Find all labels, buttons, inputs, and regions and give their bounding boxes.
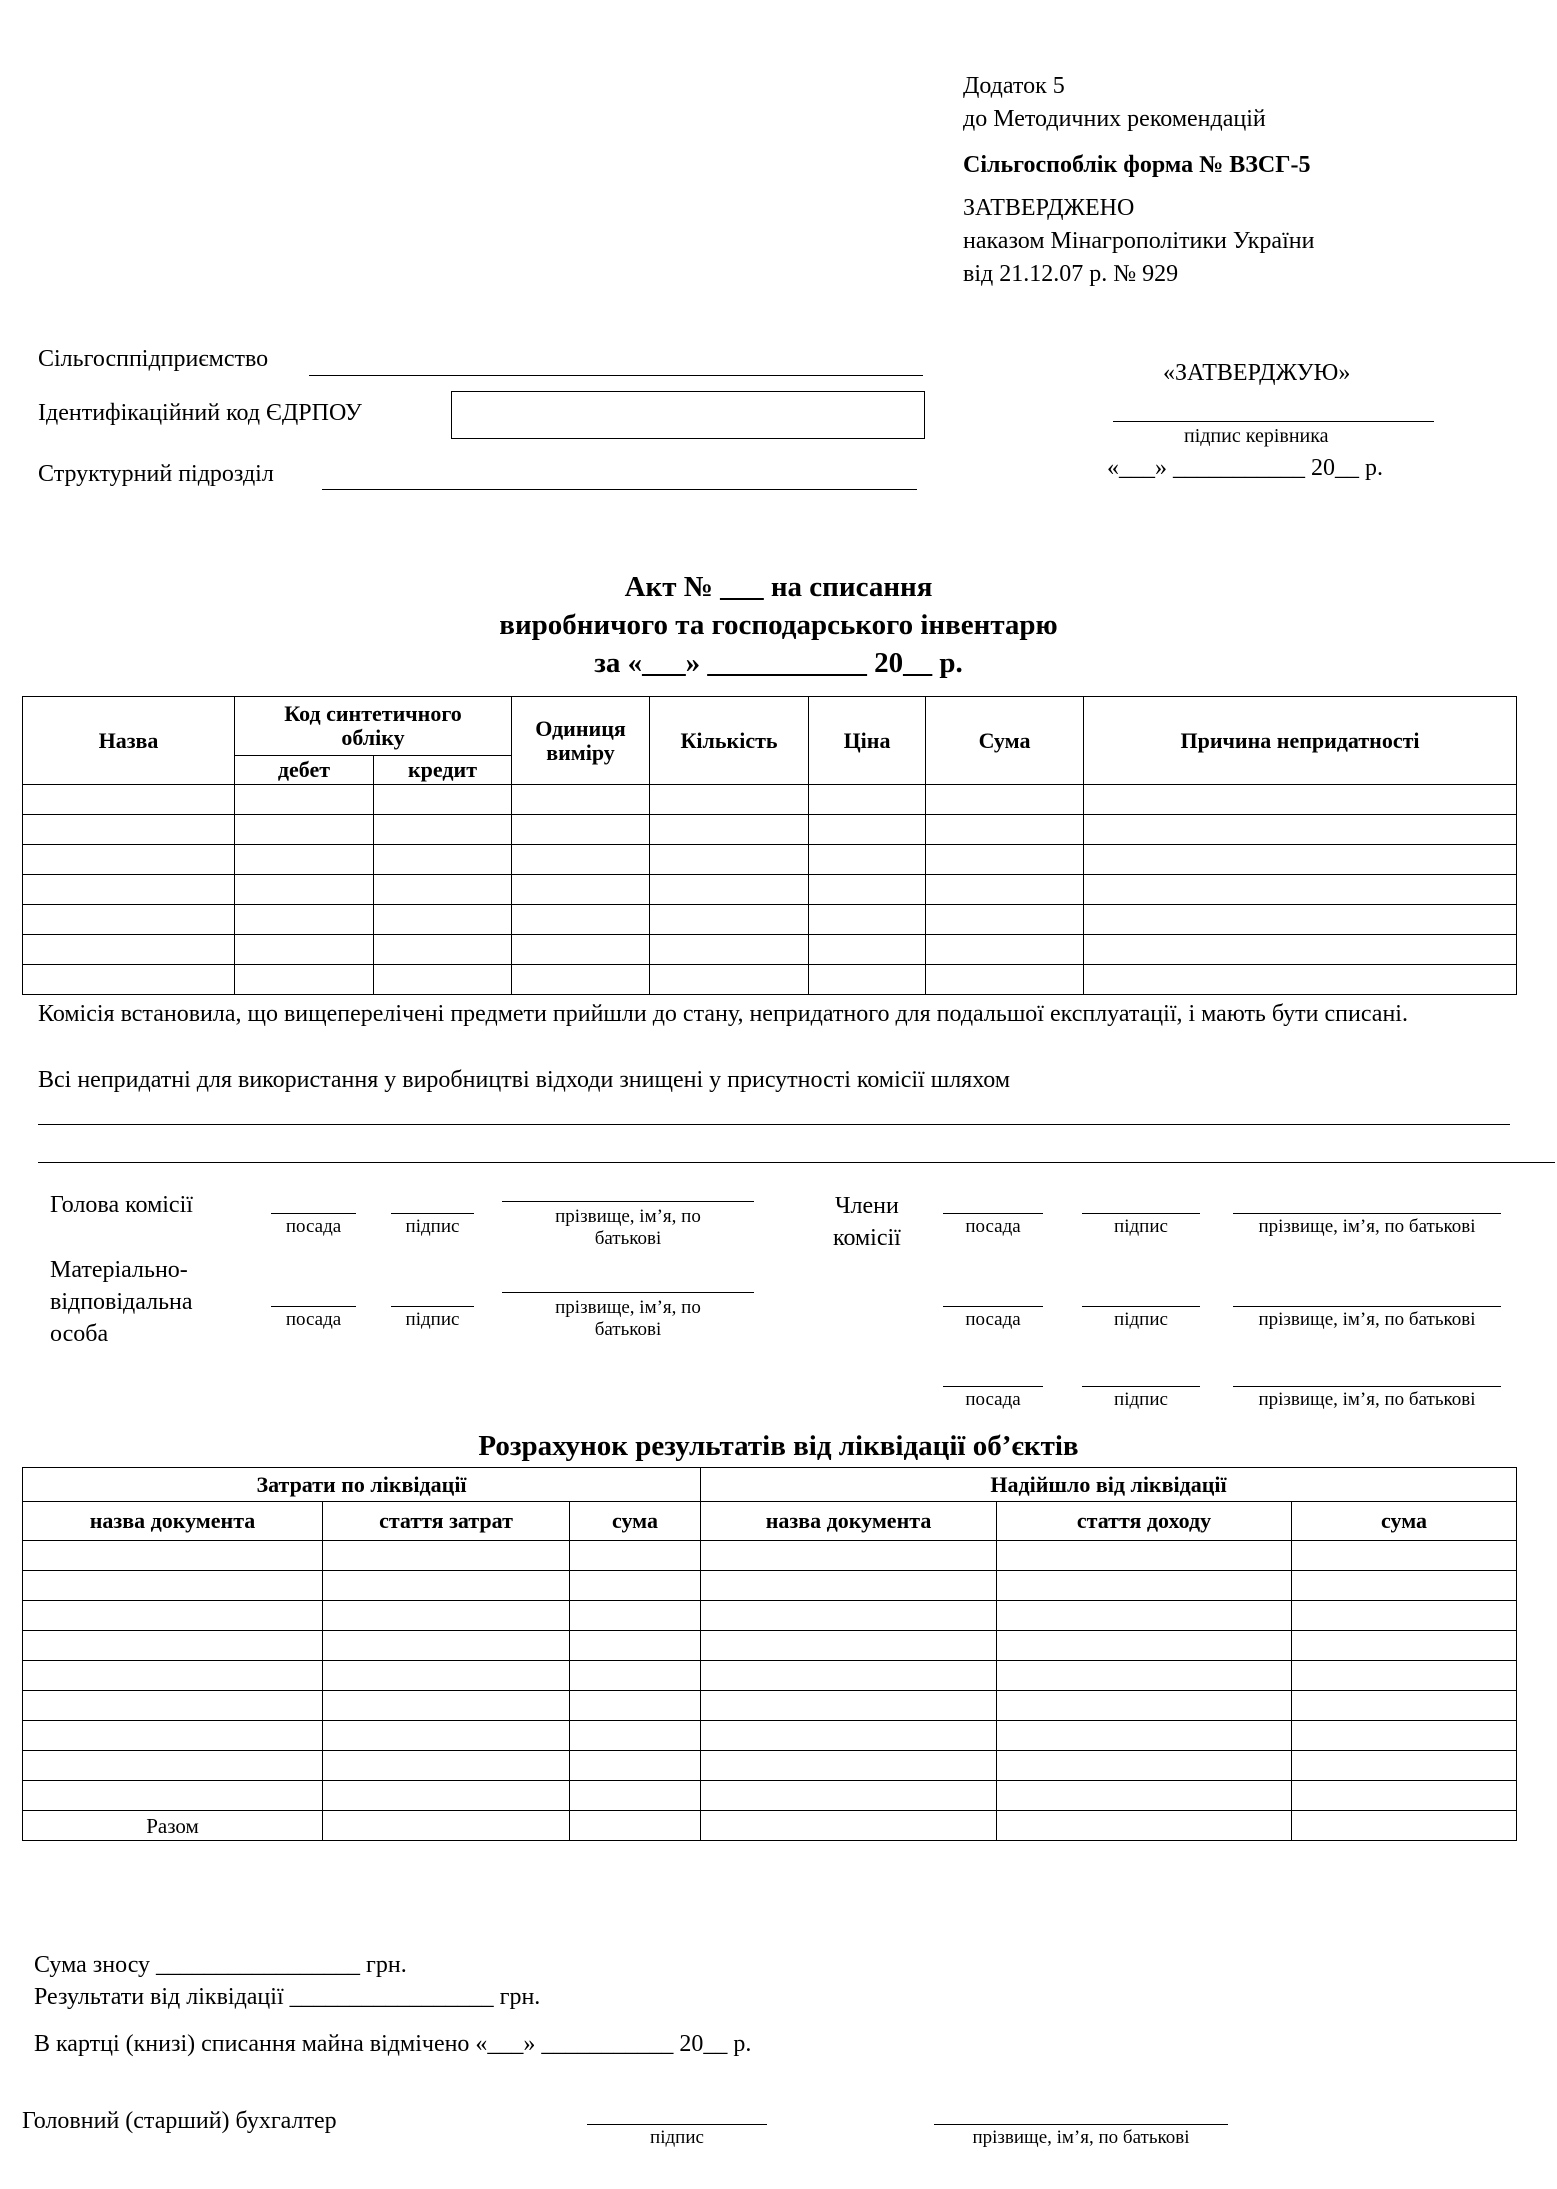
enterprise-label: Сільгосппідприємство [38,346,269,372]
table-row [23,1571,1517,1601]
table-row [23,1691,1517,1721]
head-position[interactable]: посада [271,1213,356,1238]
mvo-full-name[interactable]: прізвище, ім’я, по батькові [502,1292,754,1341]
member1-full-name[interactable]: прізвище, ім’я, по батькові [1233,1213,1501,1238]
member3-full-name[interactable]: прізвище, ім’я, по батькові [1233,1386,1501,1411]
member1-signature[interactable]: підпис [1082,1213,1200,1238]
head-full-name[interactable]: прізвище, ім’я, по батькові [502,1201,754,1250]
act-title-line1: Акт № ___ на списання [624,571,933,603]
table-row [23,1751,1517,1781]
col-income-item: стаття доходу [997,1502,1292,1541]
col-debit: дебет [235,756,374,785]
edrpou-field[interactable] [451,391,925,439]
card-note-line: В картці (книзі) списання майна відмічено «___» ___________ 20__ р. [34,2031,752,2057]
col-name: Назва [23,697,235,785]
order-label: наказом Мінагрополітики України [963,228,1315,254]
member3-position[interactable]: посада [943,1386,1043,1411]
disposal-method-line1[interactable] [38,1124,1510,1125]
income-header: Надійшло від ліквідації [701,1468,1517,1502]
member3-signature[interactable]: підпис [1082,1386,1200,1411]
table-row [23,935,1517,965]
col-credit: кредит [374,756,512,785]
head-signature[interactable]: підпис [391,1213,474,1238]
col-income-doc-name: назва документа [701,1502,997,1541]
table-row [23,875,1517,905]
table-row [23,965,1517,995]
member1-position[interactable]: посада [943,1213,1043,1238]
disposal-statement: Всі непридатні для використання у виробництві відходи знищені у присутності комісії шляхом [38,1067,1011,1093]
liquidation-title: Розрахунок результатів від ліквідації об’єктів [478,1430,1079,1462]
member2-signature[interactable]: підпис [1082,1306,1200,1331]
col-code: Код синтетичного обліку [235,697,512,756]
member2-full-name[interactable]: прізвище, ім’я, по батькові [1233,1306,1501,1331]
table-row [23,905,1517,935]
mvo-signature[interactable]: підпис [391,1306,474,1331]
head-label: Голова комісії [50,1192,193,1218]
costs-header: Затрати по ліквідації [23,1468,701,1502]
director-signature-caption: підпис керівника [1184,425,1329,447]
col-price: Ціна [809,697,926,785]
total-label: Разом [23,1811,323,1841]
table-row [23,1631,1517,1661]
form-header [963,70,1314,291]
mvo-label: Матеріально- відповідальна особа [50,1257,193,1347]
table-row [23,815,1517,845]
members-label: Члени комісії [833,1193,901,1251]
col-reason: Причина непридатності [1084,697,1517,785]
commission-statement: Комісія встановила, що вищеперелічені предмети прийшли до стану, непридатного для подальшої експлуатації, і мають бути списані. [38,1001,1408,1027]
inventory-table [22,696,1517,995]
total-row [23,1811,1517,1841]
col-cost-doc-name: назва документа [23,1502,323,1541]
col-sum: Сума [926,697,1084,785]
col-qty: Кількість [650,697,809,785]
approved-label: ЗАТВЕРДЖЕНО [963,195,1135,221]
approval-date: «___» ___________ 20__ р. [1107,455,1383,481]
act-title [0,568,1557,682]
depreciation-line: Сума зносу _________________ грн. [34,1952,407,1978]
table-row [23,785,1517,815]
col-income-sum: сума [1292,1502,1517,1541]
table-row [23,1661,1517,1691]
act-title-line2: виробничого та господарського інвентарю [499,609,1058,641]
disposal-method-line2[interactable] [38,1162,1555,1163]
table-row [23,1781,1517,1811]
appendix-label: Додаток 5 [963,73,1065,99]
edrpou-label: Ідентифікаційний код ЄДРПОУ [38,400,362,426]
form-code: Сільгоспоблік форма № ВЗСГ-5 [963,152,1311,178]
liquidation-table [22,1467,1517,1841]
col-unit: Одиниця виміру [512,697,650,785]
results-line: Результати від ліквідації _________________ грн. [34,1984,541,2010]
col-cost-item: стаття затрат [323,1502,570,1541]
table-row [23,1541,1517,1571]
member2-position[interactable]: посада [943,1306,1043,1331]
col-cost-sum: сума [570,1502,701,1541]
division-field[interactable] [322,489,917,490]
table-row [23,1721,1517,1751]
chief-accountant-full-name[interactable]: прізвище, ім’я, по батькові [934,2124,1228,2149]
table-row [23,1601,1517,1631]
director-signature-field[interactable] [1113,421,1434,422]
order-date: від 21.12.07 р. № 929 [963,261,1179,287]
chief-accountant-label: Головний (старший) бухгалтер [22,2108,337,2134]
division-label: Структурний підрозділ [38,461,274,487]
act-title-line3: за «___» ___________ 20__ р. [594,647,963,679]
chief-accountant-signature[interactable]: підпис [587,2124,767,2149]
approval-title: «ЗАТВЕРДЖУЮ» [1163,360,1351,386]
mvo-position[interactable]: посада [271,1306,356,1331]
enterprise-field[interactable] [309,375,923,376]
table-row [23,845,1517,875]
recommendations-label: до Методичних рекомендацій [963,106,1266,132]
